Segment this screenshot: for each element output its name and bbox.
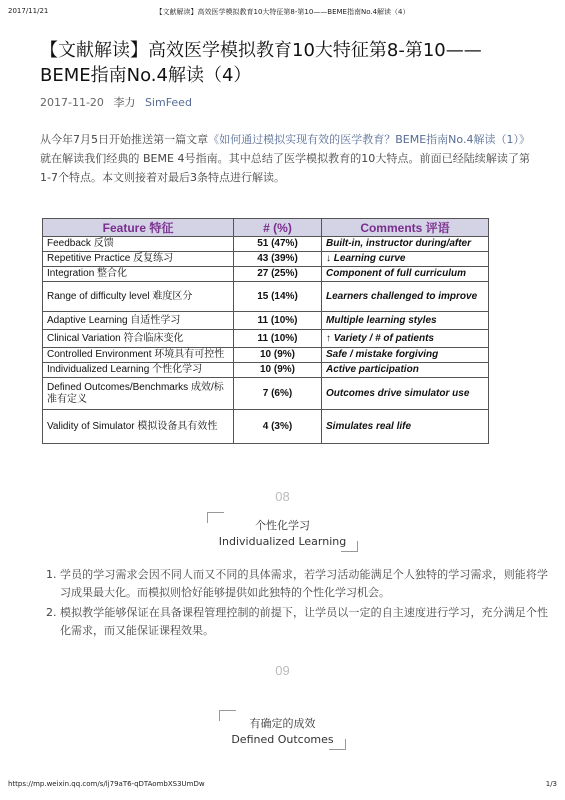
section-heading bbox=[0, 512, 565, 552]
intro-paragraph bbox=[40, 130, 530, 187]
intro-article-link[interactable]: 《如何通过模拟实现有效的医学教育？BEME指南No.4解读（1）》 bbox=[208, 133, 530, 146]
table-row bbox=[43, 348, 489, 363]
header-count: # (%) bbox=[234, 219, 322, 237]
count-cell: 11 (10%) bbox=[234, 312, 322, 330]
count-cell: 15 (14%) bbox=[234, 282, 322, 312]
comment-cell: Active participation bbox=[322, 363, 489, 378]
intro-text-after: 就在解读我们经典的 BEME 4号指南。其中总结了医学模拟教育的10大特点。前面已经陆续解读了第1-7个特点。本文则接着对最后3条特点进行解读。 bbox=[40, 152, 530, 184]
table-row bbox=[43, 363, 489, 378]
feature-table bbox=[42, 218, 489, 444]
feature-cell: Feedback 反馈 bbox=[43, 237, 234, 252]
corner-decoration bbox=[207, 512, 224, 523]
table-row bbox=[43, 410, 489, 444]
feature-cell: Defined Outcomes/Benchmarks 成效/标准有定义 bbox=[43, 378, 234, 410]
comment-cell: Component of full curriculum bbox=[322, 267, 489, 282]
section-heading-box bbox=[219, 710, 345, 750]
section-title-cn: 有确定的成效 bbox=[249, 717, 316, 730]
count-cell: 4 (3%) bbox=[234, 410, 322, 444]
table-row bbox=[43, 378, 489, 410]
list-item: 1. 学员的学习需求会因不同人而又不同的具体需求，若学习活动能满足个人独特的学习需求，则能将学习成果最大化。而模拟则恰好能够提供如此独特的个性化学习机会。 bbox=[60, 566, 548, 602]
print-footer bbox=[8, 780, 557, 792]
feature-cell: Clinical Variation 符合临床变化 bbox=[43, 330, 234, 348]
feature-cell: Validity of Simulator 模拟设备具有效性 bbox=[43, 410, 234, 444]
count-cell: 7 (6%) bbox=[234, 378, 322, 410]
feature-cell: Repetitive Practice 反复练习 bbox=[43, 252, 234, 267]
count-cell: 11 (10%) bbox=[234, 330, 322, 348]
section-heading-box bbox=[207, 512, 358, 552]
list-item: 2. 模拟教学能够保证在具备课程管理控制的前提下，让学员以一定的自主速度进行学习，充分满足个性化需求，而又能保证课程效果。 bbox=[60, 604, 548, 640]
intro-text-before: 从今年7月5日开始推送第一篇文章 bbox=[40, 133, 209, 146]
section-number: 09 bbox=[275, 663, 290, 678]
comment-cell: Multiple learning styles bbox=[322, 312, 489, 330]
header-feature: Feature 特征 bbox=[43, 219, 234, 237]
table-row bbox=[43, 282, 489, 312]
comment-cell: Simulates real life bbox=[322, 410, 489, 444]
feature-cell: Range of difficulty level 难度区分 bbox=[43, 282, 234, 312]
feature-cell: Adaptive Learning 自适性学习 bbox=[43, 312, 234, 330]
article bbox=[40, 38, 530, 198]
feature-cell: Controlled Environment 环境具有可控性 bbox=[43, 348, 234, 363]
feature-cell: Integration 整合化 bbox=[43, 267, 234, 282]
comment-cell: Safe / mistake forgiving bbox=[322, 348, 489, 363]
table-row bbox=[43, 237, 489, 252]
comment-cell: Learners challenged to improve bbox=[322, 282, 489, 312]
table-row bbox=[43, 252, 489, 267]
section-title-en: Individualized Learning bbox=[218, 535, 347, 548]
article-meta bbox=[40, 94, 530, 110]
corner-decoration bbox=[341, 541, 358, 552]
print-date: 2017/11/21 bbox=[8, 7, 49, 15]
article-title: 【文献解读】高效医学模拟教育10大特征第8-第10——BEME指南No.4解读（4） bbox=[40, 40, 482, 86]
publish-date: 2017-11-20 bbox=[40, 96, 104, 109]
corner-decoration bbox=[219, 710, 236, 721]
comment-cell: Built-in, instructor during/after bbox=[322, 237, 489, 252]
print-title: 【文献解读】高效医学模拟教育10大特征第8-第10——BEME指南No.4解读（4） bbox=[155, 8, 410, 16]
section-title-cn: 个性化学习 bbox=[255, 519, 310, 532]
page-url: https://mp.weixin.qq.com/s/lj79aT6-qDTAombXS3UmDw bbox=[8, 780, 205, 788]
points-list bbox=[40, 566, 548, 642]
account-link[interactable]: SimFeed bbox=[144, 96, 192, 109]
count-cell: 27 (25%) bbox=[234, 267, 322, 282]
comment-cell: ↓ Learning curve bbox=[322, 252, 489, 267]
feature-cell: Individualized Learning 个性化学习 bbox=[43, 363, 234, 378]
comment-cell: ↑ Variety / # of patients bbox=[322, 330, 489, 348]
count-cell: 10 (9%) bbox=[234, 348, 322, 363]
section-title-en: Defined Outcomes bbox=[231, 733, 334, 746]
table-row bbox=[43, 267, 489, 282]
table-row bbox=[43, 312, 489, 330]
author-name: 李力 bbox=[113, 96, 136, 109]
table-row bbox=[43, 330, 489, 348]
count-cell: 10 (9%) bbox=[234, 363, 322, 378]
page-number: 1/3 bbox=[545, 780, 557, 788]
count-cell: 43 (39%) bbox=[234, 252, 322, 267]
section-number: 08 bbox=[275, 489, 290, 504]
section-heading bbox=[0, 710, 565, 750]
table-header-row bbox=[43, 219, 489, 237]
header-comments: Comments 评语 bbox=[322, 219, 489, 237]
comment-cell: Outcomes drive simulator use bbox=[322, 378, 489, 410]
corner-decoration bbox=[329, 739, 346, 750]
count-cell: 51 (47%) bbox=[234, 237, 322, 252]
print-header bbox=[8, 7, 557, 19]
